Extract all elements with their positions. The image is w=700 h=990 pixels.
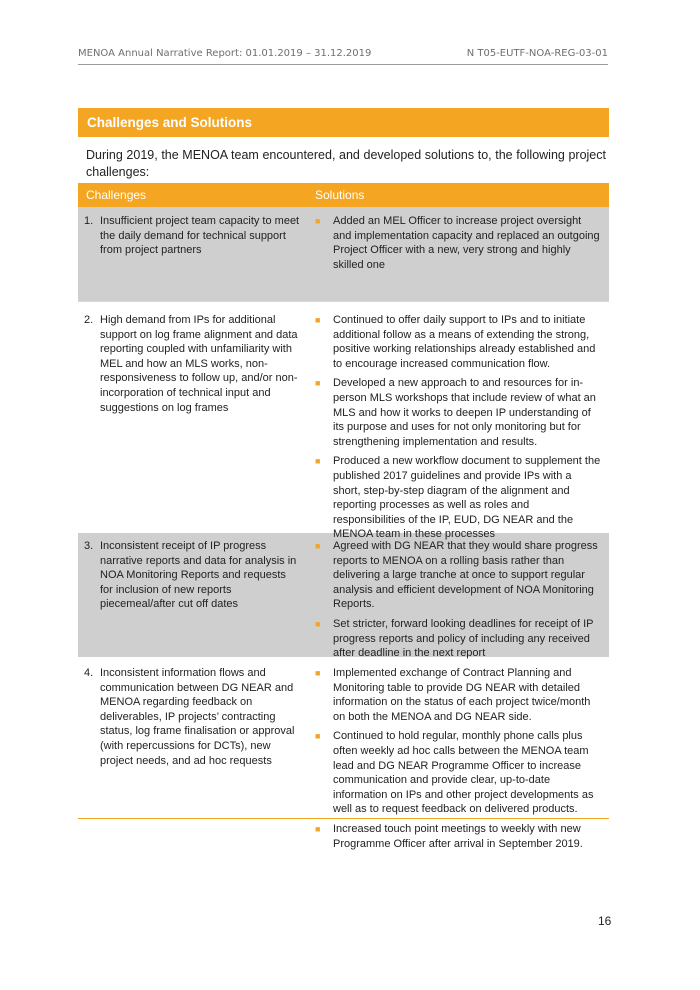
solution-text: Developed a new approach to and resources for in-person MLS workshops that include review of what an MLS and how it works to deepen IP understanding of its purpose and uses for not only monitoring but for strengthening implementation and results. <box>333 377 596 448</box>
solution-item <box>315 214 601 272</box>
table-row <box>78 533 609 660</box>
solution-text: Continued to hold regular, monthly phone calls plus often weekly ad hoc calls between the MENOA team lead and DG NEAR Programme Officer to increase communication and provide clear, up-to-date information on IPs and other project developments as well as to request feedback on delivered products. <box>333 730 594 816</box>
solutions-column-header: Solutions <box>315 188 365 202</box>
challenge-cell <box>78 536 309 657</box>
solutions-cell <box>309 663 609 850</box>
header-reference-code: N T05-EUTF-NOA-REG-03-01 <box>466 48 608 59</box>
solution-item <box>315 822 601 851</box>
challenge-text: Insufficient project team capacity to meet the daily demand for technical support from project partners <box>100 215 300 257</box>
solution-item <box>315 454 601 542</box>
table-bottom-rule <box>78 818 609 819</box>
solution-text: Set stricter, forward looking deadlines for receipt of IP progress reports and policy of including any received after deadline in the next report <box>333 617 594 660</box>
solution-item <box>315 729 601 817</box>
solution-text: Implemented exchange of Contract Planning and Monitoring table to provide DG NEAR with detailed information on the status of each project twice/month on both the MENOA and DG NEAR side. <box>333 667 591 723</box>
challenge-cell <box>78 663 309 847</box>
bullet-icon: ■ <box>315 216 321 226</box>
challenge-cell <box>78 310 309 533</box>
solution-item <box>315 376 601 449</box>
intro-paragraph: During 2019, the MENOA team encountered, and developed solutions to, the following project challenges: <box>86 148 606 179</box>
solutions-list <box>315 214 601 272</box>
header-report-title: MENOA Annual Narrative Report: 01.01.2019 – 31.12.2019 <box>78 48 372 59</box>
row-number: 1. <box>84 215 94 227</box>
challenges-column-header: Challenges <box>86 188 147 202</box>
solution-item <box>315 539 601 612</box>
bullet-icon: ■ <box>315 668 321 678</box>
solutions-cell <box>309 536 609 660</box>
solutions-list <box>315 666 601 851</box>
page-header <box>78 48 608 59</box>
bullet-icon: ■ <box>315 315 321 325</box>
bullet-icon: ■ <box>315 823 321 834</box>
solution-item <box>315 617 601 661</box>
bullet-icon: ■ <box>315 618 321 629</box>
bullet-icon: ■ <box>315 378 321 389</box>
section-title: Challenges and Solutions <box>78 108 609 137</box>
row-number: 3. <box>84 540 94 552</box>
solutions-cell <box>309 310 609 541</box>
solution-text: Agreed with DG NEAR that they would share progress reports to MENOA on a rolling basis rather than delivering a large tranche at once to support regular analysis and efficient development of NOA Monitoring Reports. <box>333 540 598 611</box>
solution-text: Continued to offer daily support to IPs and to initiate additional follow as a means of extending the strong, positive working relationships already established and to encourage increased communication flow. <box>333 314 596 370</box>
bullet-icon: ■ <box>315 731 321 742</box>
challenge-text: High demand from IPs for additional support on log frame alignment and data reporting coupled with unfamiliarity with MEL and how an MLS works, non-responsiveness to follow up, and/or non-incorporation of technical input and suggestions on log frames <box>100 314 298 414</box>
bullet-icon: ■ <box>315 456 321 467</box>
solution-item <box>315 666 601 724</box>
table-header <box>78 183 609 207</box>
solutions-list <box>315 313 601 542</box>
solutions-cell <box>309 211 609 301</box>
challenge-cell <box>78 211 309 301</box>
row-number: 2. <box>84 314 94 326</box>
solutions-list <box>315 539 601 661</box>
table-row <box>78 207 609 301</box>
solution-item <box>315 313 601 371</box>
table-row <box>78 301 609 541</box>
solution-text: Added an MEL Officer to increase project oversight and implementation capacity and replaced an outgoing Project Officer with a new, very strong and highly skilled one <box>333 215 600 271</box>
page-number: 16 <box>598 914 612 928</box>
challenge-text: Inconsistent receipt of IP progress narrative reports and data for analysis in NOA Monitoring Reports and requests for inclusion of new reports piecemeal/after cut off dates <box>100 540 297 611</box>
bullet-icon: ■ <box>315 541 321 551</box>
row-number: 4. <box>84 667 94 679</box>
challenges-solutions-table <box>78 183 609 850</box>
solution-text: Produced a new workflow document to supplement the published 2017 guidelines and provide IPs with a short, step-by-step diagram of the alignment and reporting processes as well as roles and responsibilities of the IP, EUD, DG NEAR and the MENOA team in these processes <box>333 455 601 541</box>
solution-text: Increased touch point meetings to weekly with new Programme Officer after arrival in September 2019. <box>333 822 583 850</box>
challenge-text: Inconsistent information flows and communication between DG NEAR and MENOA regarding feedback on deliverables, IP projects’ contracting status, log frame finalisation or approval (with repercussions for DCTs), new project needs, and ad hoc requests <box>100 667 295 767</box>
header-rule <box>78 64 608 65</box>
